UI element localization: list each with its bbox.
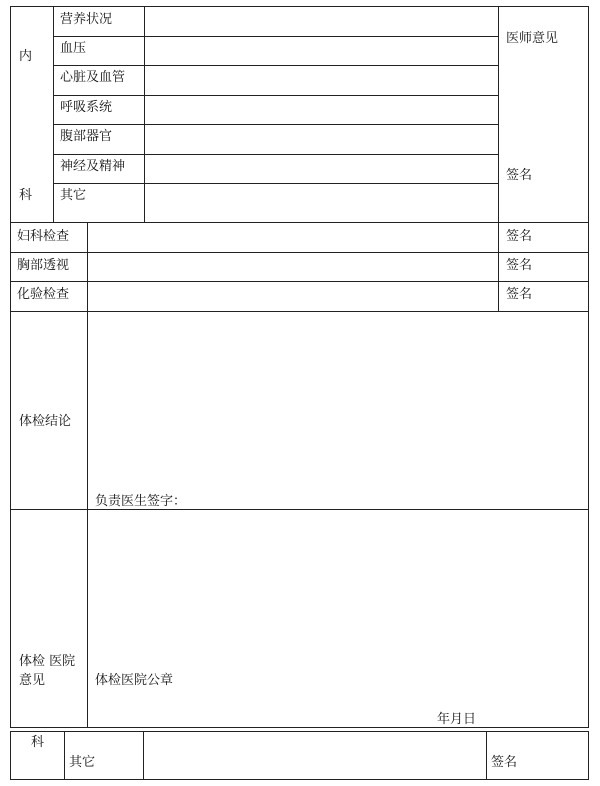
item-neuro-label: 神经及精神 <box>60 159 126 174</box>
item-abdominal-label: 腹部器官 <box>60 129 113 144</box>
footer-other-label: 其它 <box>69 755 96 770</box>
footer-other-value-cell[interactable] <box>144 732 486 779</box>
exam-chest-xray-signature: 签名 <box>506 258 533 273</box>
hospital-seal-label: 体检医院公章 <box>95 673 174 688</box>
responsible-doctor-sign-label: 负责医生签字： <box>95 494 187 509</box>
footer-border-bottom <box>10 779 589 780</box>
item-respiratory-label: 呼吸系统 <box>60 100 113 115</box>
footer-signature-label: 签名 <box>491 755 518 770</box>
exam-gynecology-label: 妇科检查 <box>17 229 70 244</box>
item-other-label: 其它 <box>60 188 87 203</box>
footer-border-right <box>588 731 589 780</box>
other-value-cell[interactable] <box>145 184 498 222</box>
abdominal-value-cell[interactable] <box>145 125 498 154</box>
heart-vessels-value-cell[interactable] <box>145 66 498 95</box>
footer-dept-label: 科 <box>31 735 45 750</box>
lab-test-value-cell[interactable] <box>88 282 498 311</box>
internal-label-bottom: 科 <box>19 188 33 203</box>
nutrition-value-cell[interactable] <box>145 7 498 36</box>
internal-label-top: 内 <box>19 49 33 64</box>
doctor-opinion-label: 医师意见 <box>506 31 559 46</box>
hospital-opinion-value-cell[interactable] <box>88 510 588 670</box>
conclusion-value-cell[interactable] <box>88 312 588 490</box>
table-border-left <box>10 6 11 728</box>
footer-col-divider <box>64 731 65 780</box>
gynecology-value-cell[interactable] <box>88 223 498 252</box>
exam-lab-test-signature: 签名 <box>506 287 533 302</box>
exam-gynecology-signature: 签名 <box>506 229 533 244</box>
date-label: 年月日 <box>437 712 477 727</box>
table-border-right <box>588 6 589 728</box>
hospital-opinion-label-line1: 体检 医院 <box>19 654 76 669</box>
exam-chest-xray-label: 胸部透视 <box>17 258 70 273</box>
item-nutrition-label: 营养状况 <box>60 12 113 27</box>
item-blood-pressure-label: 血压 <box>60 41 87 56</box>
internal-signature-label: 签名 <box>506 168 533 183</box>
exam-lab-test-label: 化验检查 <box>17 287 70 302</box>
footer-border-left <box>10 731 11 780</box>
col-divider <box>53 6 54 223</box>
blood-pressure-value-cell[interactable] <box>145 37 498 65</box>
hospital-opinion-label-line2: 意见 <box>19 673 46 688</box>
item-heart-vessels-label: 心脏及血管 <box>60 70 126 85</box>
col-divider <box>498 6 499 312</box>
footer-col-divider <box>486 731 487 780</box>
neuro-value-cell[interactable] <box>145 155 498 183</box>
conclusion-label: 体检结论 <box>19 414 72 429</box>
respiratory-value-cell[interactable] <box>145 96 498 124</box>
chest-xray-value-cell[interactable] <box>88 253 498 281</box>
table-border-bottom <box>10 727 589 728</box>
